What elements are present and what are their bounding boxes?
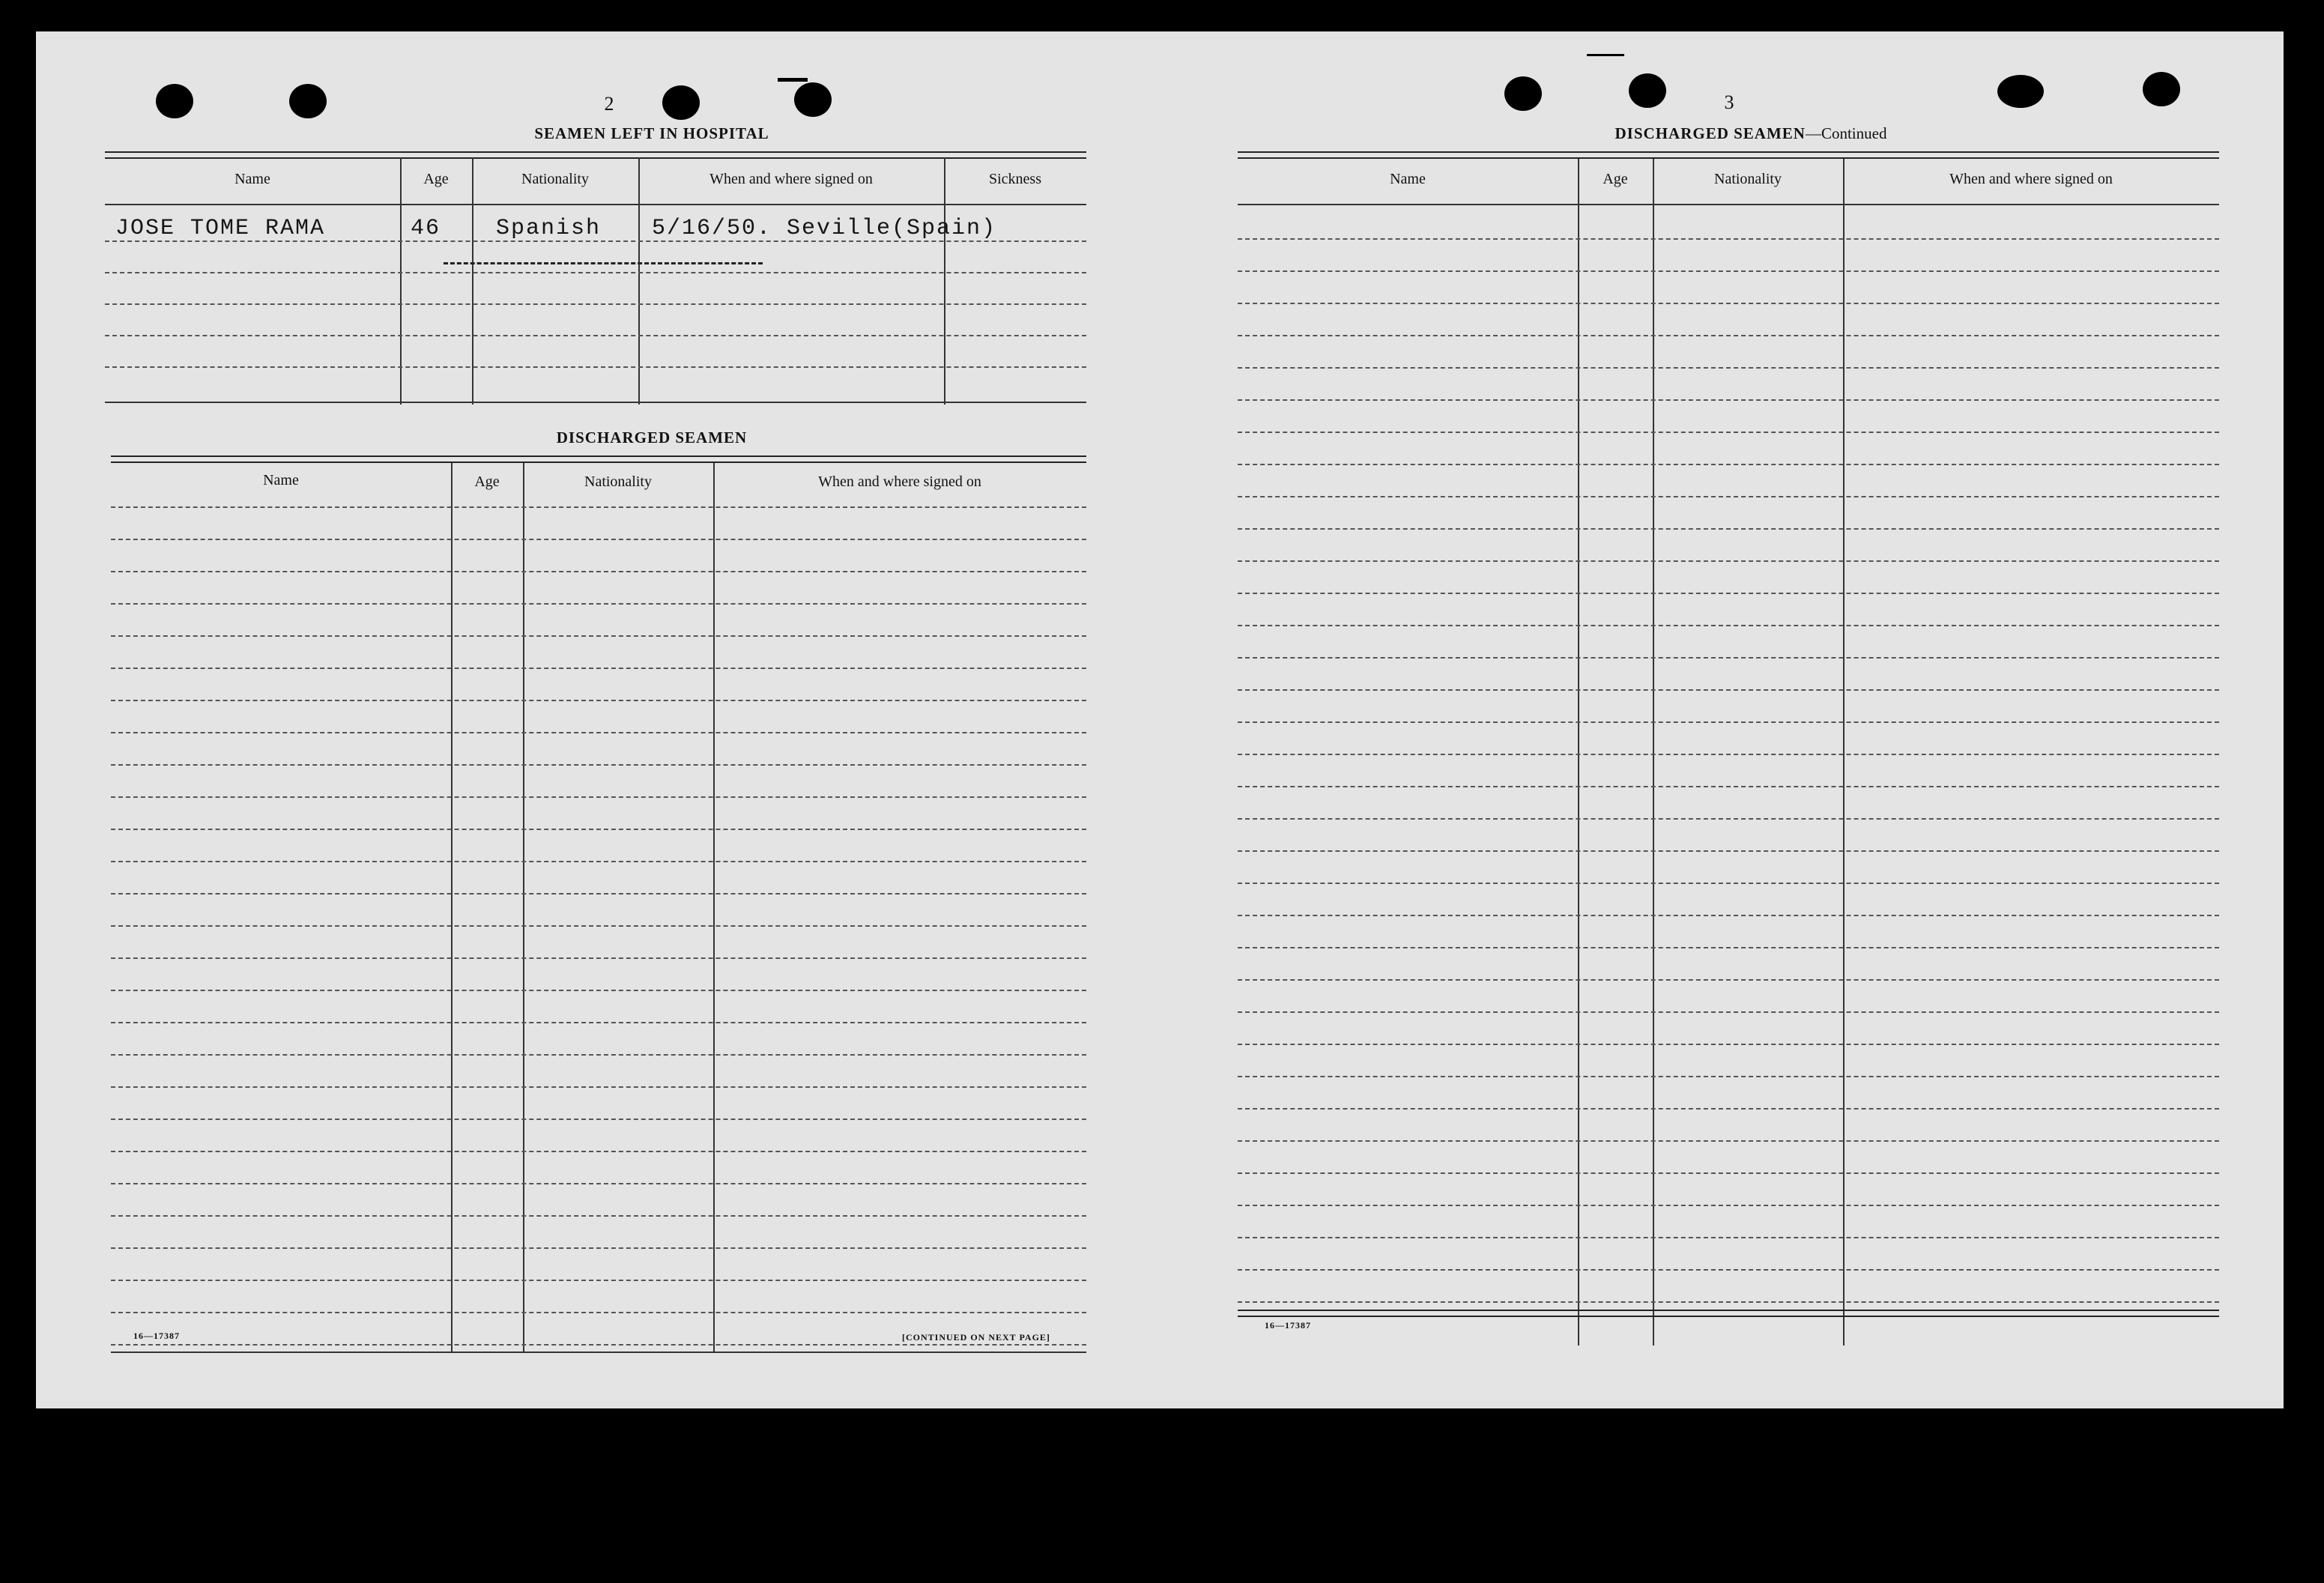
punch-hole xyxy=(2143,72,2180,106)
row-line xyxy=(111,1054,1086,1056)
column-header-sickness: Sickness xyxy=(989,171,1041,187)
row-line xyxy=(1238,303,2219,304)
row-line xyxy=(111,1151,1086,1152)
row-line xyxy=(1238,560,2219,562)
row-line xyxy=(111,1183,1086,1184)
column-header-age: Age xyxy=(474,473,500,490)
column-divider xyxy=(1578,159,1579,1346)
logbook-spread xyxy=(36,31,2284,1408)
column-header-nationality: Nationality xyxy=(1714,171,1782,187)
row-line xyxy=(111,1086,1086,1088)
row-line xyxy=(1238,593,2219,594)
row-line xyxy=(111,732,1086,733)
column-header-name: Name xyxy=(1390,171,1426,187)
header-underline xyxy=(105,204,1086,205)
row-line xyxy=(105,272,1086,273)
row-line xyxy=(1238,1301,2219,1303)
column-divider xyxy=(451,463,453,1352)
row-line xyxy=(111,603,1086,605)
table-bottom-rule xyxy=(105,402,1086,403)
row-line xyxy=(105,335,1086,336)
row-line xyxy=(1238,1269,2219,1271)
hospital-entry-nationality: Spanish xyxy=(496,216,602,241)
row-line xyxy=(111,1344,1086,1346)
row-line xyxy=(1238,528,2219,530)
row-line xyxy=(1238,883,2219,884)
column-divider xyxy=(1843,159,1845,1346)
column-header-signed-on: When and where signed on xyxy=(709,171,873,187)
section-title-discharged: DISCHARGED SEAMEN xyxy=(556,429,748,447)
row-line xyxy=(111,571,1086,572)
row-line xyxy=(1238,238,2219,240)
row-line xyxy=(111,1247,1086,1249)
punch-hole xyxy=(289,84,327,118)
row-line xyxy=(1238,786,2219,787)
form-number-right: 16—17387 xyxy=(1265,1320,1311,1331)
hospital-entry-name: JOSE TOME RAMA xyxy=(115,216,326,241)
row-line xyxy=(111,700,1086,701)
row-line xyxy=(111,668,1086,669)
row-line xyxy=(1238,464,2219,465)
punch-hole xyxy=(1504,76,1542,111)
row-line xyxy=(1238,1044,2219,1045)
page-number-right: 3 xyxy=(1724,91,1734,113)
section-title-discharged-continued xyxy=(1238,124,2264,143)
punch-hole xyxy=(1629,73,1666,108)
punch-hole xyxy=(662,85,700,120)
row-line xyxy=(111,1215,1086,1217)
table-bottom-rule xyxy=(1238,1310,2219,1317)
row-line xyxy=(1238,399,2219,401)
punch-hole xyxy=(156,84,193,118)
row-line xyxy=(111,957,1086,959)
row-line xyxy=(1238,754,2219,755)
title-suffix: —Continued xyxy=(1805,124,1887,142)
column-header-age: Age xyxy=(1603,171,1628,187)
column-header-name: Name xyxy=(234,171,270,187)
header-underline xyxy=(1238,204,2219,205)
row-line xyxy=(111,925,1086,927)
row-line xyxy=(1238,689,2219,691)
row-line xyxy=(1238,1205,2219,1206)
row-line xyxy=(1238,1237,2219,1238)
column-header-signed-on: When and where signed on xyxy=(818,473,981,490)
row-line xyxy=(1238,432,2219,433)
row-line xyxy=(1238,367,2219,369)
title-main: DISCHARGED SEAMEN xyxy=(1615,124,1806,142)
row-line xyxy=(1238,1076,2219,1077)
ink-smudge xyxy=(778,78,808,82)
title-double-rule xyxy=(1238,151,2219,159)
row-line xyxy=(1238,1140,2219,1142)
table-bottom-rule xyxy=(111,1352,1086,1353)
title-double-rule xyxy=(105,151,1086,159)
row-line xyxy=(1238,496,2219,497)
continued-note: [CONTINUED ON NEXT PAGE] xyxy=(902,1332,1050,1343)
row-line xyxy=(1238,270,2219,272)
column-divider xyxy=(713,463,715,1352)
row-line xyxy=(111,829,1086,830)
row-line xyxy=(111,1022,1086,1023)
column-divider xyxy=(1653,159,1654,1346)
page-number-left: 2 xyxy=(604,93,614,115)
row-line xyxy=(111,635,1086,637)
punch-hole xyxy=(1997,75,2044,108)
row-line xyxy=(111,1119,1086,1120)
row-line xyxy=(1238,915,2219,916)
column-divider xyxy=(523,463,524,1352)
typed-dash-line xyxy=(444,262,763,264)
row-line xyxy=(111,764,1086,766)
hospital-entry-signed-on: 5/16/50. Seville(Spain) xyxy=(652,216,997,241)
column-header-nationality: Nationality xyxy=(521,171,589,187)
row-line xyxy=(1238,1108,2219,1110)
row-line xyxy=(105,366,1086,368)
hospital-entry-age: 46 xyxy=(411,216,441,241)
title-double-rule xyxy=(111,455,1086,463)
section-title-hospital: SEAMEN LEFT IN HOSPITAL xyxy=(534,124,769,142)
row-line xyxy=(111,1280,1086,1281)
row-line xyxy=(1238,335,2219,336)
row-line xyxy=(111,539,1086,540)
row-line xyxy=(1238,979,2219,981)
row-line xyxy=(1238,657,2219,659)
row-line xyxy=(111,990,1086,991)
ink-smudge xyxy=(1587,54,1624,56)
row-line xyxy=(1238,1172,2219,1174)
row-line xyxy=(1238,947,2219,948)
row-line xyxy=(1238,625,2219,626)
punch-hole xyxy=(794,82,832,117)
row-line xyxy=(1238,818,2219,820)
column-header-age: Age xyxy=(423,171,449,187)
column-header-nationality: Nationality xyxy=(584,473,652,490)
form-number-left: 16—17387 xyxy=(133,1331,180,1341)
row-line xyxy=(111,1312,1086,1313)
row-line xyxy=(1238,721,2219,723)
row-line xyxy=(111,861,1086,862)
row-line xyxy=(111,796,1086,798)
row-line xyxy=(1238,1011,2219,1013)
row-line xyxy=(111,893,1086,895)
row-line xyxy=(111,506,1086,508)
column-header-signed-on: When and where signed on xyxy=(1949,171,2113,187)
row-line xyxy=(105,303,1086,305)
column-header-name: Name xyxy=(263,472,299,488)
row-line xyxy=(1238,850,2219,852)
